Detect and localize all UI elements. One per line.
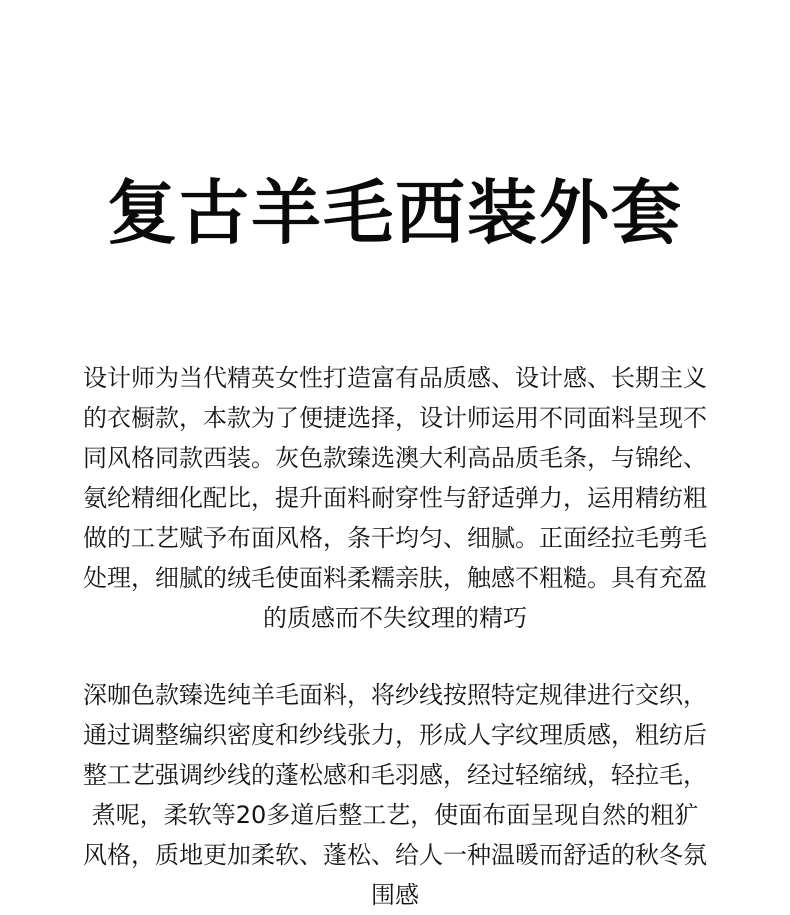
- description-paragraph-grey: 设计师为当代精英女性打造富有品质感、设计感、长期主义的衣橱款，本款为了便捷选择，设计师运用不同面料呈现不同风格同款西装。灰色款臻选澳大利高品质毛条，与锦纶、氨纶精细化配比，提升面料耐穿性与舒适弹力，运用精纺粗做的工艺赋予布面风格，条干均匀、细腻。正面经拉毛剪毛处理，细腻的绒毛使面料柔糯亲肤，触感不粗糙。具有充盈的质感而不失纹理的精巧: [83, 364, 707, 632]
- description-paragraph-brown: 深咖色款臻选纯羊毛面料，将纱线按照特定规律进行交织，通过调整编织密度和纱线张力，形成人字纹理质感，粗纺后整工艺强调纱线的蓬松感和毛羽感，经过轻缩绒，轻拉毛，煮呢，柔软等20多道后整工艺，使面布面呈现自然的粗犷风格，质地更加柔软、蓬松、给人一种温暖而舒适的秋冬氛围感: [83, 681, 707, 909]
- product-title: 复古羊毛西装外套: [107, 172, 683, 254]
